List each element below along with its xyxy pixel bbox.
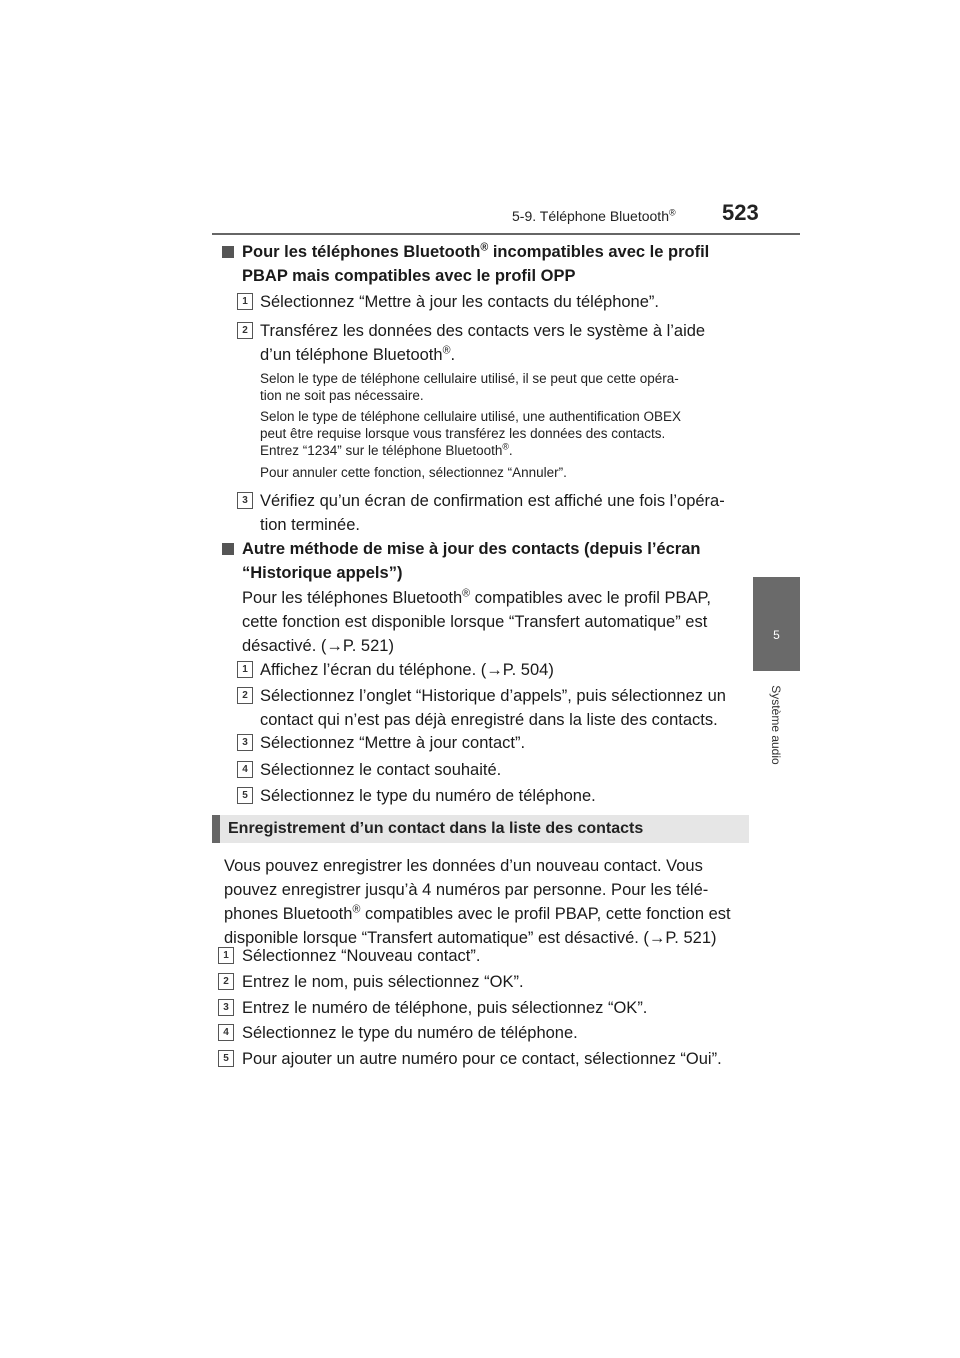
step-number-box: 5 xyxy=(218,1050,234,1067)
page-number: 523 xyxy=(722,200,759,225)
step-number-box: 3 xyxy=(218,999,234,1016)
heading-square-icon xyxy=(222,539,234,563)
note-text: peut être requise lorsque vous transférez les données des contacts. xyxy=(260,426,666,441)
step-number-box: 3 xyxy=(237,492,253,509)
step-text: Entrez le numéro de téléphone, puis sélectionnez “OK”. xyxy=(242,999,648,1017)
step-number-box: 4 xyxy=(218,1024,234,1041)
chapter-tab xyxy=(753,577,800,671)
step-number-box: 2 xyxy=(218,973,234,990)
step-text: Sélectionnez l’onglet “Historique d’appels”, puis sélectionnez un xyxy=(260,687,726,705)
step-number-box: 1 xyxy=(237,293,253,310)
block2-intro: Pour les téléphones Bluetooth® compatibles avec le profil PBAP, xyxy=(242,587,711,607)
page-reference-link[interactable]: désactivé. (→P. 521) xyxy=(242,637,394,655)
step-text-cont: d’un téléphone Bluetooth®. xyxy=(260,344,456,364)
heading-square-icon xyxy=(222,242,234,266)
step-text: Sélectionnez “Nouveau contact”. xyxy=(242,947,481,965)
step-text: Sélectionnez le contact souhaité. xyxy=(260,761,502,779)
section-intro: pouvez enregistrer jusqu’à 4 numéros par personne. Pour les télé- xyxy=(224,881,709,899)
chapter-number: 5 xyxy=(773,628,780,642)
step-text: Sélectionnez le type du numéro de téléphone. xyxy=(242,1024,578,1042)
step-text: Entrez le nom, puis sélectionnez “OK”. xyxy=(242,973,524,991)
section-title: Enregistrement d’un contact dans la liste des contacts xyxy=(228,820,644,837)
step-text: Sélectionnez “Mettre à jour contact”. xyxy=(260,734,526,752)
running-header xyxy=(512,208,676,224)
note-text: Selon le type de téléphone cellulaire utilisé, il se peut que cette opéra- xyxy=(260,371,679,386)
note-text: Selon le type de téléphone cellulaire utilisé, une authentification OBEX xyxy=(260,409,682,424)
note-text: Pour annuler cette fonction, sélectionnez “Annuler”. xyxy=(260,465,567,480)
chapter-label: Système audio xyxy=(769,685,783,765)
step-text: Sélectionnez “Mettre à jour les contacts du téléphone”. xyxy=(260,293,659,311)
note-text: Entrez “1234” sur le téléphone Bluetooth®. xyxy=(260,441,513,458)
block2-heading-line1: Autre méthode de mise à jour des contacts (depuis l’écran xyxy=(242,540,701,558)
step-number-box: 2 xyxy=(237,322,253,339)
registered-mark: ® xyxy=(668,207,676,218)
section-title: 5-9. Téléphone Bluetooth xyxy=(512,208,669,224)
step-number-box: 4 xyxy=(237,761,253,778)
note-text: tion ne soit pas nécessaire. xyxy=(260,388,424,403)
section-intro: phones Bluetooth® compatibles avec le profil PBAP, cette fonction est xyxy=(224,903,731,923)
step-number-box: 3 xyxy=(237,734,253,751)
step-text-cont: tion terminée. xyxy=(260,516,360,534)
step-number-box: 1 xyxy=(218,947,234,964)
section-intro: Vous pouvez enregistrer les données d’un nouveau contact. Vous xyxy=(224,857,703,875)
step-text: Vérifiez qu’un écran de confirmation est affiché une fois l’opéra- xyxy=(260,492,725,510)
step-text-cont: contact qui n’est pas déjà enregistré dans la liste des contacts. xyxy=(260,711,718,729)
block1-heading-line2: PBAP mais compatibles avec le profil OPP xyxy=(242,267,576,285)
step-text: Sélectionnez le type du numéro de téléphone. xyxy=(260,787,596,805)
page-reference-link[interactable]: disponible lorsque “Transfert automatique” est désactivé. (→P. 521) xyxy=(224,929,717,947)
block2-intro: cette fonction est disponible lorsque “Transfert automatique” est xyxy=(242,613,708,631)
step-number-box: 1 xyxy=(237,661,253,678)
section-heading-accent xyxy=(212,815,220,843)
step-number-box: 5 xyxy=(237,787,253,804)
header-rule xyxy=(212,233,800,235)
step-number-box: 2 xyxy=(237,687,253,704)
step-text: Affichez l’écran du téléphone. (→P. 504) xyxy=(260,661,554,679)
block1-heading-line1: Pour les téléphones Bluetooth® incompatibles avec le profil xyxy=(242,241,710,261)
step-text: Transférez les données des contacts vers le système à l’aide xyxy=(260,322,706,340)
step-text: Pour ajouter un autre numéro pour ce contact, sélectionnez “Oui”. xyxy=(242,1050,722,1068)
block2-heading-line2: “Historique appels”) xyxy=(242,564,403,582)
